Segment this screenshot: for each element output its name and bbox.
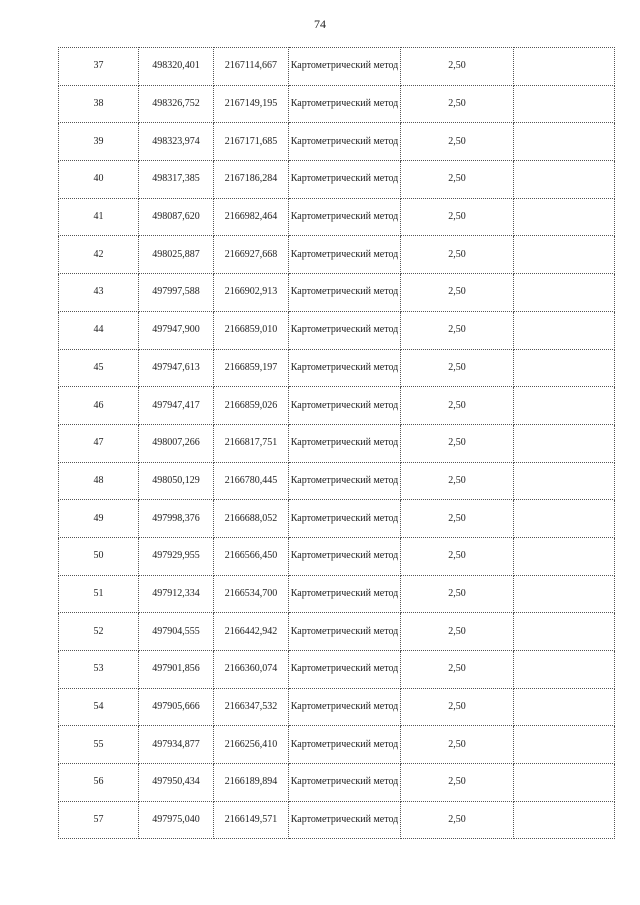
y-coordinate-cell: 2166902,913 — [214, 274, 289, 312]
coordinates-table — [58, 47, 615, 839]
x-coordinate-cell: 497947,900 — [139, 311, 214, 349]
method-cell: Картометрический метод — [289, 387, 401, 425]
accuracy-cell: 2,50 — [401, 85, 514, 123]
y-coordinate-cell: 2167186,284 — [214, 161, 289, 199]
y-coordinate-cell: 2166534,700 — [214, 575, 289, 613]
x-coordinate-cell: 498087,620 — [139, 198, 214, 236]
x-coordinate-cell: 497997,588 — [139, 274, 214, 312]
method-cell: Картометрический метод — [289, 462, 401, 500]
table-row — [59, 236, 615, 274]
y-coordinate-cell: 2166442,942 — [214, 613, 289, 651]
note-cell — [514, 424, 615, 462]
note-cell — [514, 85, 615, 123]
x-coordinate-cell: 497905,666 — [139, 688, 214, 726]
y-coordinate-cell: 2166927,668 — [214, 236, 289, 274]
note-cell — [514, 688, 615, 726]
page-number: 74 — [314, 17, 326, 31]
method-cell: Картометрический метод — [289, 801, 401, 839]
table-row — [59, 537, 615, 575]
x-coordinate-cell: 497934,877 — [139, 726, 214, 764]
accuracy-cell: 2,50 — [401, 311, 514, 349]
point-number-cell: 42 — [59, 236, 139, 274]
x-coordinate-cell: 498323,974 — [139, 123, 214, 161]
accuracy-cell: 2,50 — [401, 651, 514, 689]
table-row — [59, 85, 615, 123]
method-cell: Картометрический метод — [289, 613, 401, 651]
method-cell: Картометрический метод — [289, 274, 401, 312]
method-cell: Картометрический метод — [289, 726, 401, 764]
point-number-cell: 37 — [59, 48, 139, 86]
method-cell: Картометрический метод — [289, 424, 401, 462]
method-cell: Картометрический метод — [289, 123, 401, 161]
y-coordinate-cell: 2166189,894 — [214, 764, 289, 802]
method-cell: Картометрический метод — [289, 764, 401, 802]
point-number-cell: 38 — [59, 85, 139, 123]
table-row — [59, 48, 615, 86]
note-cell — [514, 236, 615, 274]
point-number-cell: 43 — [59, 274, 139, 312]
point-number-cell: 56 — [59, 764, 139, 802]
note-cell — [514, 198, 615, 236]
note-cell — [514, 726, 615, 764]
table-row — [59, 801, 615, 839]
note-cell — [514, 161, 615, 199]
note-cell — [514, 651, 615, 689]
x-coordinate-cell: 498007,266 — [139, 424, 214, 462]
table-row — [59, 198, 615, 236]
table-row — [59, 274, 615, 312]
x-coordinate-cell: 497904,555 — [139, 613, 214, 651]
coordinates-table-body — [59, 48, 615, 839]
note-cell — [514, 764, 615, 802]
x-coordinate-cell: 497950,434 — [139, 764, 214, 802]
x-coordinate-cell: 497947,613 — [139, 349, 214, 387]
accuracy-cell: 2,50 — [401, 274, 514, 312]
x-coordinate-cell: 497947,417 — [139, 387, 214, 425]
y-coordinate-cell: 2166780,445 — [214, 462, 289, 500]
y-coordinate-cell: 2166859,010 — [214, 311, 289, 349]
accuracy-cell: 2,50 — [401, 801, 514, 839]
x-coordinate-cell: 498326,752 — [139, 85, 214, 123]
point-number-cell: 40 — [59, 161, 139, 199]
table-row — [59, 462, 615, 500]
accuracy-cell: 2,50 — [401, 462, 514, 500]
point-number-cell: 55 — [59, 726, 139, 764]
note-cell — [514, 274, 615, 312]
point-number-cell: 44 — [59, 311, 139, 349]
table-row — [59, 764, 615, 802]
point-number-cell: 46 — [59, 387, 139, 425]
point-number-cell: 39 — [59, 123, 139, 161]
x-coordinate-cell: 498050,129 — [139, 462, 214, 500]
table-row — [59, 500, 615, 538]
note-cell — [514, 575, 615, 613]
table-row — [59, 575, 615, 613]
method-cell: Картометрический метод — [289, 651, 401, 689]
point-number-cell: 47 — [59, 424, 139, 462]
table-row — [59, 613, 615, 651]
point-number-cell: 41 — [59, 198, 139, 236]
accuracy-cell: 2,50 — [401, 537, 514, 575]
table-row — [59, 349, 615, 387]
method-cell: Картометрический метод — [289, 85, 401, 123]
point-number-cell: 52 — [59, 613, 139, 651]
table-row — [59, 424, 615, 462]
point-number-cell: 49 — [59, 500, 139, 538]
accuracy-cell: 2,50 — [401, 575, 514, 613]
point-number-cell: 45 — [59, 349, 139, 387]
method-cell: Картометрический метод — [289, 349, 401, 387]
y-coordinate-cell: 2166256,410 — [214, 726, 289, 764]
y-coordinate-cell: 2166688,052 — [214, 500, 289, 538]
point-number-cell: 48 — [59, 462, 139, 500]
note-cell — [514, 311, 615, 349]
method-cell: Картометрический метод — [289, 688, 401, 726]
note-cell — [514, 48, 615, 86]
point-number-cell: 51 — [59, 575, 139, 613]
x-coordinate-cell: 498025,887 — [139, 236, 214, 274]
accuracy-cell: 2,50 — [401, 387, 514, 425]
accuracy-cell: 2,50 — [401, 161, 514, 199]
accuracy-cell: 2,50 — [401, 236, 514, 274]
table-row — [59, 123, 615, 161]
y-coordinate-cell: 2166859,026 — [214, 387, 289, 425]
y-coordinate-cell: 2167171,685 — [214, 123, 289, 161]
table-row — [59, 688, 615, 726]
method-cell: Картометрический метод — [289, 537, 401, 575]
accuracy-cell: 2,50 — [401, 198, 514, 236]
method-cell: Картометрический метод — [289, 48, 401, 86]
x-coordinate-cell: 497975,040 — [139, 801, 214, 839]
note-cell — [514, 613, 615, 651]
method-cell: Картометрический метод — [289, 198, 401, 236]
note-cell — [514, 462, 615, 500]
accuracy-cell: 2,50 — [401, 764, 514, 802]
point-number-cell: 53 — [59, 651, 139, 689]
method-cell: Картометрический метод — [289, 311, 401, 349]
method-cell: Картометрический метод — [289, 500, 401, 538]
y-coordinate-cell: 2166149,571 — [214, 801, 289, 839]
accuracy-cell: 2,50 — [401, 424, 514, 462]
y-coordinate-cell: 2166817,751 — [214, 424, 289, 462]
note-cell — [514, 500, 615, 538]
x-coordinate-cell: 497901,856 — [139, 651, 214, 689]
table-row — [59, 311, 615, 349]
accuracy-cell: 2,50 — [401, 613, 514, 651]
point-number-cell: 50 — [59, 537, 139, 575]
table-row — [59, 161, 615, 199]
accuracy-cell: 2,50 — [401, 688, 514, 726]
y-coordinate-cell: 2167149,195 — [214, 85, 289, 123]
table-row — [59, 387, 615, 425]
y-coordinate-cell: 2166566,450 — [214, 537, 289, 575]
point-number-cell: 54 — [59, 688, 139, 726]
x-coordinate-cell: 498320,401 — [139, 48, 214, 86]
y-coordinate-cell: 2166982,464 — [214, 198, 289, 236]
accuracy-cell: 2,50 — [401, 48, 514, 86]
method-cell: Картометрический метод — [289, 575, 401, 613]
x-coordinate-cell: 497929,955 — [139, 537, 214, 575]
point-number-cell: 57 — [59, 801, 139, 839]
note-cell — [514, 349, 615, 387]
table-row — [59, 726, 615, 764]
x-coordinate-cell: 497998,376 — [139, 500, 214, 538]
method-cell: Картометрический метод — [289, 236, 401, 274]
note-cell — [514, 537, 615, 575]
note-cell — [514, 123, 615, 161]
y-coordinate-cell: 2167114,667 — [214, 48, 289, 86]
table-row — [59, 651, 615, 689]
note-cell — [514, 801, 615, 839]
note-cell — [514, 387, 615, 425]
y-coordinate-cell: 2166360,074 — [214, 651, 289, 689]
accuracy-cell: 2,50 — [401, 726, 514, 764]
y-coordinate-cell: 2166859,197 — [214, 349, 289, 387]
accuracy-cell: 2,50 — [401, 123, 514, 161]
x-coordinate-cell: 497912,334 — [139, 575, 214, 613]
y-coordinate-cell: 2166347,532 — [214, 688, 289, 726]
accuracy-cell: 2,50 — [401, 349, 514, 387]
x-coordinate-cell: 498317,385 — [139, 161, 214, 199]
method-cell: Картометрический метод — [289, 161, 401, 199]
accuracy-cell: 2,50 — [401, 500, 514, 538]
